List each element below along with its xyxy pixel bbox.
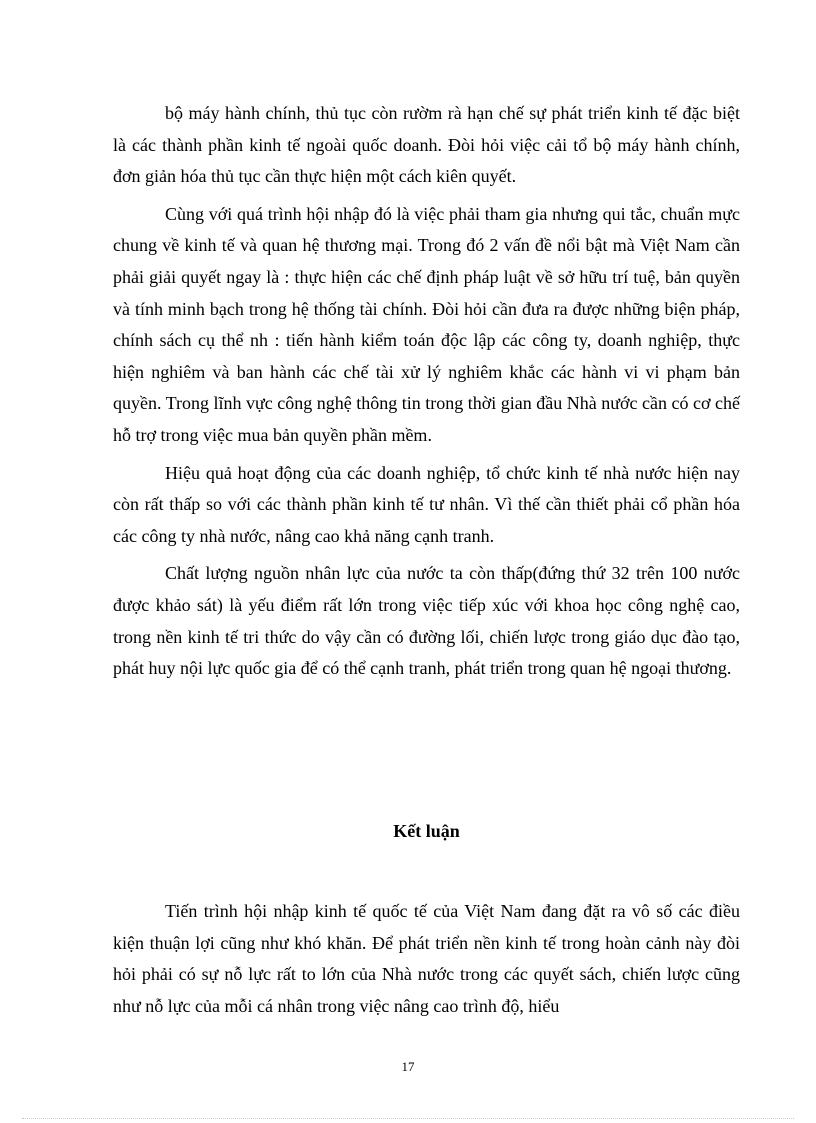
- page-number: 17: [401, 1059, 415, 1074]
- body-text: [113, 98, 740, 685]
- section-heading: Kết luận: [393, 821, 460, 841]
- paragraph-admin-reform: bộ máy hành chính, thủ tục còn rườm rà hạn chế sự phát triển kinh tế đặc biệt là các thành phần kinh tế ngoài quốc doanh. Đòi hỏi việc cải tổ bộ máy hành chính, đơn giản hóa thủ tục cần thực hiện một cách kiên quyết.: [113, 103, 740, 187]
- paragraph-conclusion: Tiến trình hội nhập kinh tế quốc tế của Việt Nam đang đặt ra vô số các điều kiện thuận lợi cũng như khó khăn. Để phát triển nền kinh tế trong hoàn cảnh này đòi hỏi phải có sự nỗ lực rất to lớn của Nhà nước trong các quyết sách, chiến lược cũng như nỗ lực của mỗi cá nhân trong việc nâng cao trình độ, hiểu: [113, 901, 740, 1016]
- paragraph-enterprise-efficiency: Hiệu quả hoạt động của các doanh nghiệp, tổ chức kinh tế nhà nước hiện nay còn rất thấp so với các thành phần kinh tế tư nhân. Vì thế cần thiết phải cổ phần hóa các công ty nhà nước, nâng cao khả năng cạnh tranh.: [113, 462, 740, 546]
- conclusion-text: [113, 896, 740, 1022]
- page-bottom-border: [22, 1118, 794, 1119]
- paragraph-integration-rules: Cùng với quá trình hội nhập đó là việc phải tham gia nhưng qui tắc, chuẩn mực chung về kinh tế và quan hệ thương mại. Trong đó 2 vấn đề nổi bật mà Việt Nam cần phải giải quyết ngay là : thực hiện các chế định pháp luật về sở hữu trí tuệ, bản quyền và tính minh bạch trong hệ thống tài chính. Đòi hỏi cần đưa ra được những biện pháp, chính sách cụ thể nh : tiến hành kiểm toán độc lập các công ty, doanh nghiệp, thực hiện nghiêm và ban hành các chế tài xử lý nghiêm khắc các hành vi vi phạm bản quyền. Trong lĩnh vực công nghệ thông tin trong thời gian đầu Nhà nước cần có cơ chế hỗ trợ trong việc mua bản quyền phần mềm.: [113, 203, 740, 445]
- paragraph-human-resources: Chất lượng nguồn nhân lực của nước ta còn thấp(đứng thứ 32 trên 100 nước được khảo sát) là yếu điểm rất lớn trong việc tiếp xúc với khoa học công nghệ cao, trong nền kinh tế tri thức do vậy cần có đường lối, chiến lược trong giáo dục đào tạo, phát huy nội lực quốc gia để có thể cạnh tranh, phát triển trong quan hệ ngoại thương.: [113, 563, 740, 679]
